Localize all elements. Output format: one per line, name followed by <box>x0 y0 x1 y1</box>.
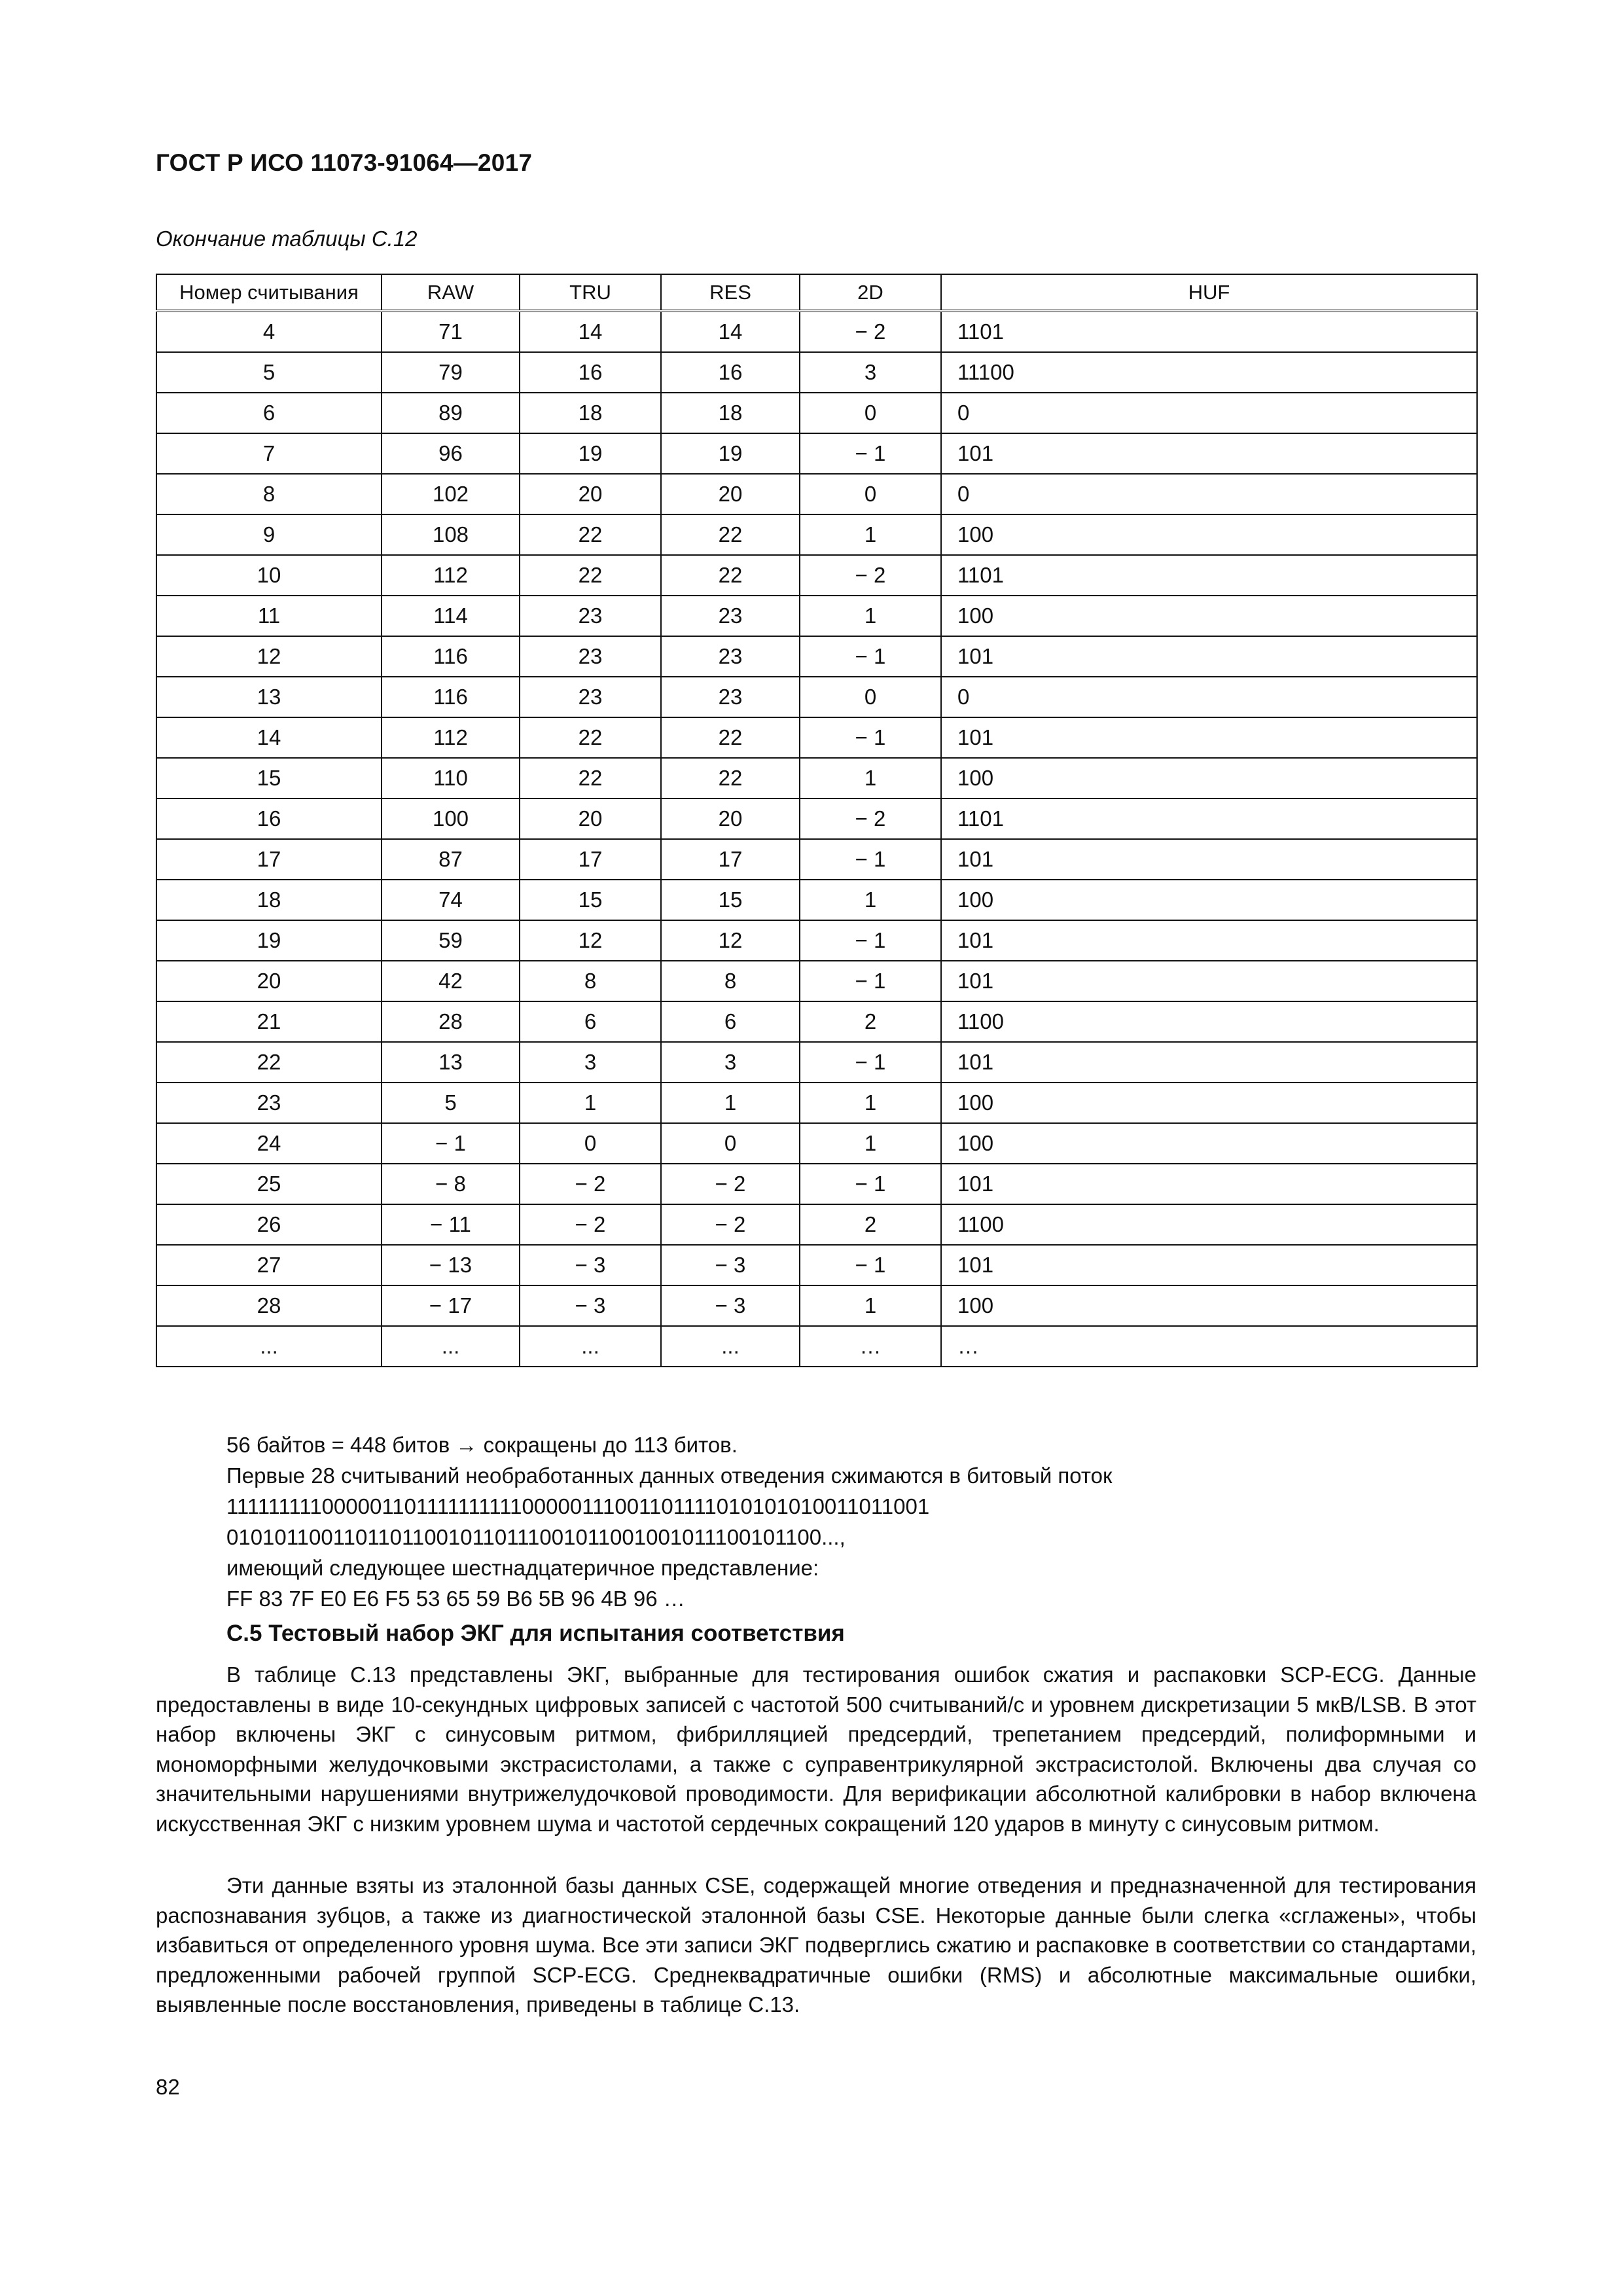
table-row <box>156 555 1477 596</box>
table-cell: 1 <box>661 1083 800 1123</box>
column-header: RAW <box>382 274 520 311</box>
table-cell: 101 <box>941 1245 1477 1285</box>
table-cell: 20 <box>520 474 661 514</box>
table-cell: 22 <box>520 758 661 798</box>
table-cell: 116 <box>382 677 520 717</box>
table-cell: 18 <box>520 393 661 433</box>
table-cell: − 1 <box>800 636 941 677</box>
body-paragraph: Эти данные взяты из эталонной базы данных CSE, содержащей многие отведения и предназначенной для тестирования распознавания зубцов, а также из диагностической эталонной базы CSE. Некоторые данные были слегка «сглажены», чтобы избавиться от определенного уровня шума. Все эти записи ЭКГ подверглись сжатию и распаковке в соответствии со стандартами, предложенными рабочей группой SCP-ECG. Среднеквадратичные ошибки (RMS) и абсолютные максимальные ошибки, выявленные после восстановления, приведены в таблице C.13. <box>156 1873 1476 2017</box>
table-cell: 27 <box>156 1245 382 1285</box>
table-row <box>156 514 1477 555</box>
table-cell: − 3 <box>520 1285 661 1326</box>
table-cell: 100 <box>941 514 1477 555</box>
table-cell: 17 <box>156 839 382 880</box>
table-cell: 24 <box>156 1123 382 1164</box>
table-cell: 7 <box>156 433 382 474</box>
table-cell: − 17 <box>382 1285 520 1326</box>
readings-table <box>156 274 1478 1367</box>
table-cell: 20 <box>661 798 800 839</box>
table-cell: 89 <box>382 393 520 433</box>
table-cell: 6 <box>156 393 382 433</box>
table-cell: 102 <box>382 474 520 514</box>
table-cell: 6 <box>661 1001 800 1042</box>
table-cell: 25 <box>156 1164 382 1204</box>
table-cell: 1101 <box>941 798 1477 839</box>
table-cell: 79 <box>382 352 520 393</box>
table-cell: 112 <box>382 555 520 596</box>
table-cell: 114 <box>382 596 520 636</box>
table-cell: ... <box>156 1326 382 1367</box>
table-cell: ... <box>382 1326 520 1367</box>
table-caption: Окончание таблицы С.12 <box>156 226 418 251</box>
table-row <box>156 1164 1477 1204</box>
table-cell: 2 <box>800 1204 941 1245</box>
table-cell: − 1 <box>382 1123 520 1164</box>
table-cell: 101 <box>941 717 1477 758</box>
table-row <box>156 920 1477 961</box>
table-cell: 1100 <box>941 1001 1477 1042</box>
column-header: RES <box>661 274 800 311</box>
table-cell: 100 <box>941 1123 1477 1164</box>
table-cell: 1101 <box>941 555 1477 596</box>
table-row <box>156 1001 1477 1042</box>
table-cell: 10 <box>156 555 382 596</box>
table-cell: … <box>800 1326 941 1367</box>
table-cell: 8 <box>156 474 382 514</box>
table-cell: 71 <box>382 311 520 352</box>
table-cell: 0 <box>941 393 1477 433</box>
table-cell: 1 <box>800 1123 941 1164</box>
table-cell: 1 <box>800 758 941 798</box>
table-cell: 21 <box>156 1001 382 1042</box>
table-cell: − 3 <box>520 1245 661 1285</box>
table-cell: 0 <box>800 474 941 514</box>
table-row <box>156 1123 1477 1164</box>
table-cell: 101 <box>941 433 1477 474</box>
table-cell: 20 <box>520 798 661 839</box>
table-cell: 1 <box>800 1083 941 1123</box>
bitstream-line: 010101100110110110010110111001011001001011100101100..., <box>226 1525 846 1549</box>
table-cell: 59 <box>382 920 520 961</box>
table-cell: 0 <box>941 474 1477 514</box>
table-cell: 19 <box>661 433 800 474</box>
table-cell: 101 <box>941 920 1477 961</box>
table-cell: 11100 <box>941 352 1477 393</box>
table-row <box>156 758 1477 798</box>
table-cell: 22 <box>520 514 661 555</box>
table-cell: 28 <box>156 1285 382 1326</box>
table-cell: 101 <box>941 1042 1477 1083</box>
table-row <box>156 961 1477 1001</box>
table-row <box>156 1285 1477 1326</box>
table-cell: 87 <box>382 839 520 880</box>
column-header: TRU <box>520 274 661 311</box>
table-row <box>156 393 1477 433</box>
table-cell: 1 <box>520 1083 661 1123</box>
table-cell: 22 <box>661 514 800 555</box>
note-line: Первые 28 считываний необработанных данных отведения сжимаются в битовый поток <box>226 1463 1113 1488</box>
table-row <box>156 474 1477 514</box>
table-cell: 22 <box>520 717 661 758</box>
table-cell: 22 <box>661 758 800 798</box>
table-cell: 1 <box>800 1285 941 1326</box>
table-cell: − 2 <box>800 311 941 352</box>
table-cell: 1 <box>800 596 941 636</box>
table-cell: 101 <box>941 636 1477 677</box>
table-cell: 18 <box>156 880 382 920</box>
table-cell: 14 <box>156 717 382 758</box>
table-cell: − 3 <box>661 1285 800 1326</box>
table-cell: 8 <box>520 961 661 1001</box>
table-cell: 22 <box>661 717 800 758</box>
table-row <box>156 311 1477 352</box>
table-cell: 6 <box>520 1001 661 1042</box>
table-row <box>156 1245 1477 1285</box>
table-cell: 23 <box>520 596 661 636</box>
table-cell: 101 <box>941 1164 1477 1204</box>
table-cell: 17 <box>661 839 800 880</box>
standard-header: ГОСТ Р ИСО 11073-91064—2017 <box>156 149 533 176</box>
table-cell: 15 <box>156 758 382 798</box>
table-cell: 42 <box>382 961 520 1001</box>
table-cell: 0 <box>661 1123 800 1164</box>
table-cell: − 2 <box>520 1204 661 1245</box>
table-cell: 23 <box>156 1083 382 1123</box>
body-paragraph: В таблице C.13 представлены ЭКГ, выбранные для тестирования ошибок сжатия и распаковки SCP-ECG. Данные предоставлены в виде 10-секундных цифровых записей с частотой 500 считываний/с и уровнем дискретизации 5 мкВ/LSB. В этот набор включены ЭКГ с синусовым ритмом, фибрилляцией предсердий, трепетанием предсердий, полиформными и мономорфными желудочковыми экстрасистолами, а также с суправентрикулярной экстрасистолой. Включены два случая со значительными нарушениями внутрижелудочковой проводимости. Для верификации абсолютной калибровки в набор включена искусственная ЭКГ с низким уровнем шума и частотой сердечных сокращений 120 ударов в минуту с синусовым ритмом. <box>156 1662 1476 1836</box>
table-cell: 3 <box>661 1042 800 1083</box>
column-header: Номер считывания <box>156 274 382 311</box>
table-cell: − 2 <box>520 1164 661 1204</box>
table-cell: − 1 <box>800 1164 941 1204</box>
table-cell: 15 <box>661 880 800 920</box>
table-cell: 0 <box>800 393 941 433</box>
table-cell: − 8 <box>382 1164 520 1204</box>
table-cell: 12 <box>661 920 800 961</box>
table-cell: − 2 <box>800 798 941 839</box>
table-cell: 23 <box>661 636 800 677</box>
table-row <box>156 677 1477 717</box>
table-row <box>156 1042 1477 1083</box>
table-row <box>156 596 1477 636</box>
table-cell: 20 <box>156 961 382 1001</box>
table-cell: 1100 <box>941 1204 1477 1245</box>
table-cell: − 2 <box>661 1164 800 1204</box>
table-cell: ... <box>661 1326 800 1367</box>
table-cell: − 1 <box>800 1042 941 1083</box>
table-cell: 23 <box>520 636 661 677</box>
page-number: 82 <box>156 2075 180 2099</box>
table-cell: 16 <box>520 352 661 393</box>
table-cell: 101 <box>941 961 1477 1001</box>
table-cell: 23 <box>661 677 800 717</box>
note-line: 56 байтов = 448 битов → сокращены до 113 битов. <box>226 1433 738 1457</box>
hex-line: FF 83 7F E0 E6 F5 53 65 59 B6 5B 96 4B 96 … <box>226 1587 685 1611</box>
table-cell: 96 <box>382 433 520 474</box>
table-cell: 3 <box>800 352 941 393</box>
table-cell: − 1 <box>800 839 941 880</box>
table-cell: 26 <box>156 1204 382 1245</box>
table-cell: 22 <box>661 555 800 596</box>
table-cell: 100 <box>941 1285 1477 1326</box>
table-cell: 28 <box>382 1001 520 1042</box>
table-cell: 110 <box>382 758 520 798</box>
table-cell: − 2 <box>800 555 941 596</box>
table-cell: 100 <box>941 1083 1477 1123</box>
table-cell: 101 <box>941 839 1477 880</box>
table-row <box>156 880 1477 920</box>
table-cell: 15 <box>520 880 661 920</box>
table-cell: 0 <box>941 677 1477 717</box>
table-cell: 14 <box>661 311 800 352</box>
table-cell: 23 <box>661 596 800 636</box>
table-cell: 100 <box>941 880 1477 920</box>
table-row <box>156 636 1477 677</box>
table-cell: − 1 <box>800 961 941 1001</box>
table-cell: 1 <box>800 880 941 920</box>
table-cell: − 2 <box>661 1204 800 1245</box>
table-cell: 74 <box>382 880 520 920</box>
table-row <box>156 1083 1477 1123</box>
table-cell: 3 <box>520 1042 661 1083</box>
column-header: HUF <box>941 274 1477 311</box>
table-cell: ... <box>520 1326 661 1367</box>
table-cell: … <box>941 1326 1477 1367</box>
table-cell: 0 <box>520 1123 661 1164</box>
table-row <box>156 1326 1477 1367</box>
table-cell: − 11 <box>382 1204 520 1245</box>
table-cell: 2 <box>800 1001 941 1042</box>
table-cell: 100 <box>941 596 1477 636</box>
table-cell: 100 <box>941 758 1477 798</box>
table-cell: 23 <box>520 677 661 717</box>
table-cell: 19 <box>156 920 382 961</box>
table-cell: − 1 <box>800 717 941 758</box>
column-header: 2D <box>800 274 941 311</box>
section-heading: C.5 Тестовый набор ЭКГ для испытания соответствия <box>226 1621 845 1646</box>
table-cell: − 3 <box>661 1245 800 1285</box>
table-row <box>156 433 1477 474</box>
table-row <box>156 352 1477 393</box>
table-cell: − 1 <box>800 433 941 474</box>
table-cell: 18 <box>661 393 800 433</box>
table-body <box>156 311 1477 1367</box>
table-cell: 17 <box>520 839 661 880</box>
table-cell: 1 <box>800 514 941 555</box>
note-line: имеющий следующее шестнадцатеричное представление: <box>226 1556 819 1580</box>
table-cell: 22 <box>520 555 661 596</box>
table-cell: − 13 <box>382 1245 520 1285</box>
table-cell: 13 <box>156 677 382 717</box>
table-cell: 112 <box>382 717 520 758</box>
table-cell: − 1 <box>800 1245 941 1285</box>
table-cell: 14 <box>520 311 661 352</box>
table-cell: 116 <box>382 636 520 677</box>
table-cell: 19 <box>520 433 661 474</box>
table-cell: 5 <box>382 1083 520 1123</box>
table-cell: 12 <box>520 920 661 961</box>
table-cell: 4 <box>156 311 382 352</box>
table-cell: 0 <box>800 677 941 717</box>
table-cell: 1101 <box>941 311 1477 352</box>
table-cell: 11 <box>156 596 382 636</box>
table-cell: 5 <box>156 352 382 393</box>
table-row <box>156 1204 1477 1245</box>
bitstream-line: 1111111110000011011111111110000011100110111101010101001101100​1 <box>226 1494 930 1518</box>
table-cell: 100 <box>382 798 520 839</box>
table-cell: 8 <box>661 961 800 1001</box>
table-row <box>156 717 1477 758</box>
table-cell: − 1 <box>800 920 941 961</box>
table-cell: 20 <box>661 474 800 514</box>
table-row <box>156 798 1477 839</box>
bitstream-notes <box>226 1429 1112 1614</box>
table-cell: 13 <box>382 1042 520 1083</box>
table-cell: 108 <box>382 514 520 555</box>
table-cell: 16 <box>156 798 382 839</box>
table-row <box>156 839 1477 880</box>
table-header-row <box>156 274 1477 311</box>
table-cell: 12 <box>156 636 382 677</box>
table-cell: 16 <box>661 352 800 393</box>
table-cell: 9 <box>156 514 382 555</box>
table-cell: 22 <box>156 1042 382 1083</box>
